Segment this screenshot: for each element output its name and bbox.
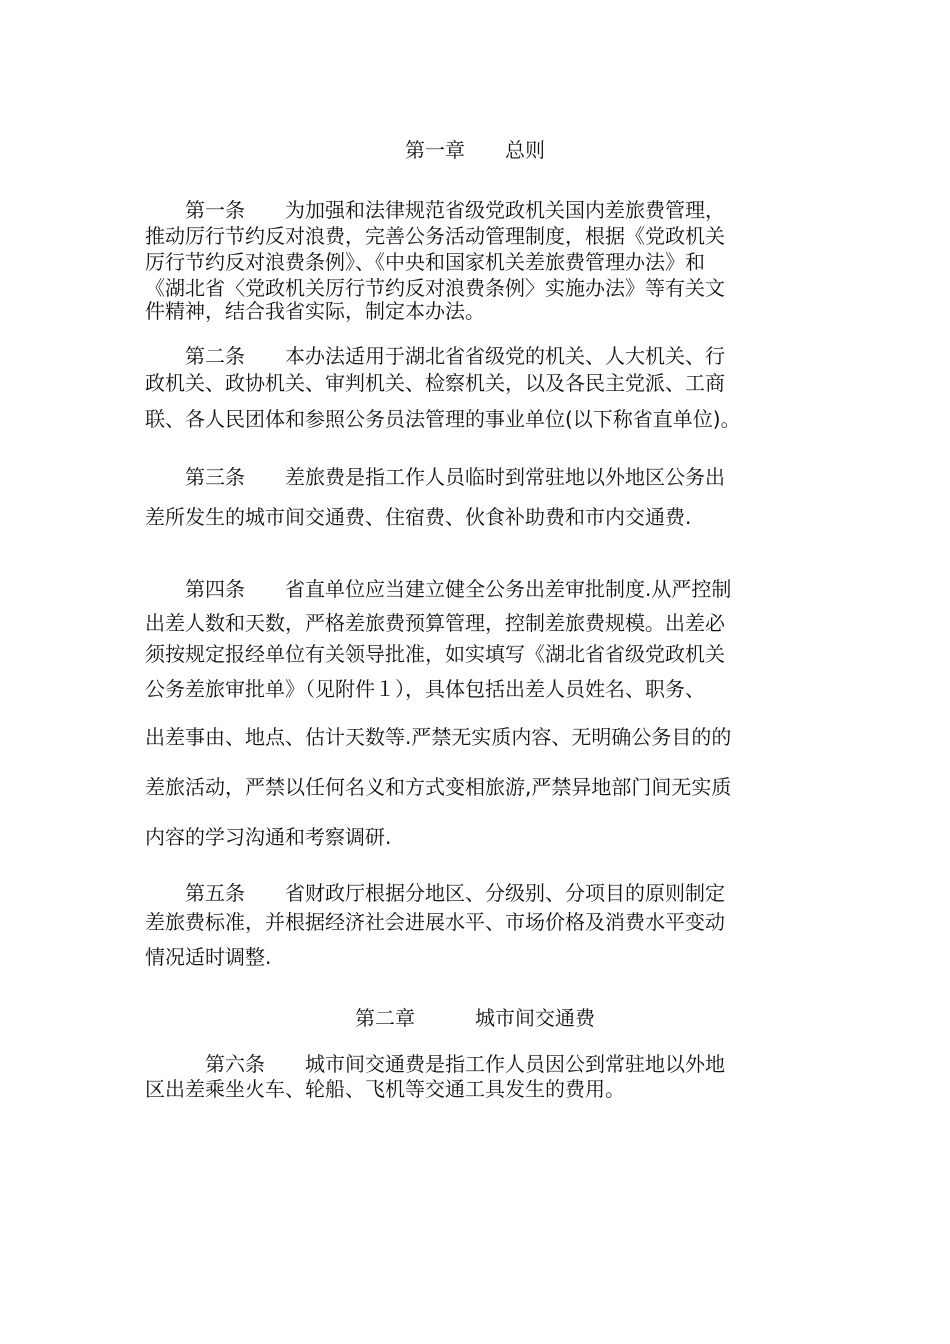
article-4-line-7: 内容的学习沟通和考察调研.	[145, 825, 392, 849]
article-5-line-1: 第五条 省财政厅根据分地区、分级别、分项目的原则制定	[145, 881, 725, 905]
article-6-line-1: 第六条 城市间交通费是指工作人员因公到常驻地以外地	[145, 1052, 725, 1076]
article-5-line-3: 情况适时调整.	[145, 945, 272, 969]
article-1-line-3: 厉行节约反对浪费条例》、《中央和国家机关差旅费管理办法》和	[145, 250, 705, 274]
article-6-line-2: 区出差乘坐火车、轮船、飞机等交通工具发生的费用。	[145, 1077, 625, 1101]
article-4-line-3: 须按规定报经单位有关领导批准，如实填写《湖北省省级党政机关	[145, 642, 725, 666]
article-4-line-1: 第四条 省直单位应当建立健全公务出差审批制度.从严控制	[145, 577, 732, 601]
article-2-line-1: 第二条 本办法适用于湖北省省级党的机关、人大机关、行	[145, 344, 725, 368]
article-1-line-2: 推动厉行节约反对浪费，完善公务活动管理制度，根据《党政机关	[145, 224, 725, 248]
article-2-line-3: 联、各人民团体和参照公务员法管理的事业单位(以下称省直单位)。	[145, 407, 741, 431]
article-4-line-6: 差旅活动，严禁以任何名义和方式变相旅游,严禁异地部门间无实质	[145, 775, 732, 799]
article-1-line-4: 《湖北省〈党政机关厉行节约反对浪费条例〉实施办法》等有关文	[145, 276, 725, 300]
article-1-line-5: 件精神，结合我省实际，制定本办法。	[145, 299, 485, 323]
article-3-line-2: 差所发生的城市间交通费、住宿费、伙食补助费和市内交通费.	[145, 505, 692, 529]
chapter-2-title: 第二章 城市间交通费	[355, 1006, 595, 1030]
article-4-line-2: 出差人数和天数，严格差旅费预算管理，控制差旅费规模。出差必	[145, 611, 725, 635]
chapter-1-title: 第一章 总则	[405, 138, 545, 162]
article-4-line-5: 出差事由、地点、估计天数等.严禁无实质内容、无明确公务目的的	[145, 725, 732, 749]
article-5-line-2: 差旅费标准，并根据经济社会进展水平、市场价格及消费水平变动	[145, 910, 725, 934]
article-1-line-1: 第一条 为加强和法律规范省级党政机关国内差旅费管理，	[145, 198, 725, 222]
article-3-line-1: 第三条 差旅费是指工作人员临时到常驻地以外地区公务出	[145, 465, 725, 489]
article-2-line-2: 政机关、政协机关、审判机关、检察机关，以及各民主党派、工商	[145, 371, 725, 395]
article-4-line-4: 公务差旅审批单》（见附件１），具体包括出差人员姓名、职务、	[145, 677, 705, 701]
